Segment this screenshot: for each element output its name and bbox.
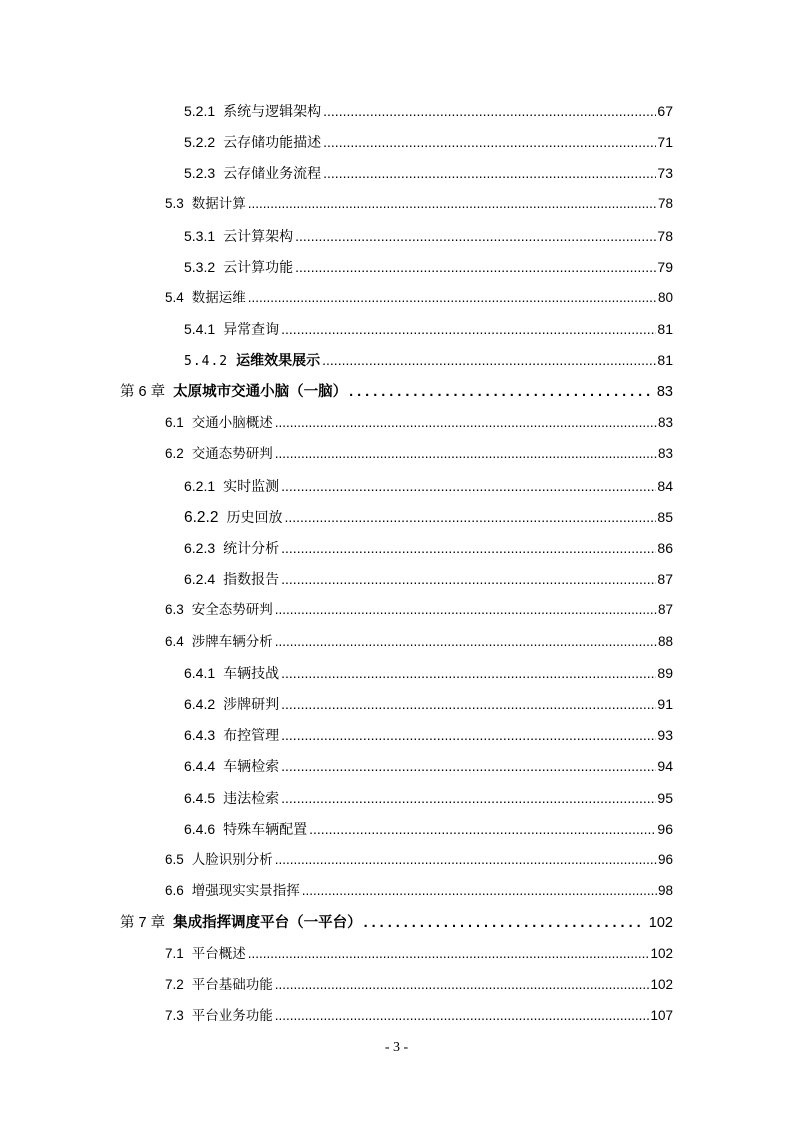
toc-entry[interactable] [165, 849, 673, 871]
toc-entry-title: 车辆检索 [223, 758, 280, 774]
toc-entry-number: 6.2.4 [184, 571, 216, 587]
toc-entry-number: 7.3 [165, 1008, 184, 1023]
dot-leader [349, 381, 650, 403]
toc-entry[interactable] [184, 568, 673, 590]
toc-entry-page: 87 [657, 602, 673, 617]
toc-entry[interactable] [165, 412, 673, 434]
toc-entry-number: 6.3 [165, 602, 184, 617]
toc-entry-title: 云存储业务流程 [223, 165, 322, 181]
dot-leader [275, 443, 657, 465]
toc-entry-title: 布控管理 [223, 727, 280, 743]
toc-entry-title: 特殊车辆配置 [223, 821, 308, 837]
toc-entry-number: 5.3.1 [184, 228, 216, 244]
toc-entry[interactable] [184, 225, 673, 247]
dot-leader [248, 193, 657, 215]
toc-entry-title: 违法检索 [223, 790, 280, 806]
toc-entry-number: 5.2.1 [184, 103, 216, 119]
toc-entry-number: 7.1 [165, 946, 184, 961]
toc-entry-title: 系统与逻辑架构 [223, 103, 322, 119]
toc-entry-title: 交通态势研判 [191, 446, 273, 461]
toc-entry-page: 96 [657, 821, 673, 837]
dot-leader [281, 724, 656, 746]
toc-entry-page: 102 [650, 977, 673, 992]
toc-entry-title: 集成指挥调度平台（一平台） [173, 915, 362, 931]
toc-entry[interactable] [165, 599, 673, 621]
toc-entry-title: 涉牌车辆分析 [191, 634, 273, 649]
dot-leader [281, 662, 656, 684]
toc-entry-title: 人脸识别分析 [191, 852, 273, 867]
toc-entry-page: 95 [657, 790, 673, 806]
toc-entry-page: 102 [648, 915, 673, 931]
toc-entry-title: 云存储功能描述 [223, 134, 322, 150]
toc-entry-number: 6.2.3 [184, 540, 216, 556]
toc-entry-page: 86 [657, 540, 673, 556]
toc-entry-number: 6.4.6 [184, 821, 216, 837]
toc-entry-page: 84 [657, 478, 673, 494]
toc-entry-title: 交通小脑概述 [191, 415, 273, 430]
toc-entry-number: 6.2.1 [184, 478, 216, 494]
toc-entry[interactable] [165, 880, 673, 902]
dot-leader [275, 1005, 650, 1027]
toc-entry-title: 车辆技战 [223, 665, 280, 681]
dot-leader [323, 131, 656, 153]
toc-entry-number: 6.2.2 [184, 509, 219, 526]
toc-entry[interactable] [165, 193, 673, 215]
toc-entry-page: 94 [657, 758, 673, 774]
toc-entry[interactable] [184, 662, 673, 684]
dot-leader [323, 162, 656, 184]
dot-leader [309, 818, 656, 840]
toc-entry-number: 5.4.1 [184, 321, 216, 337]
toc-entry-number: 第 7 章 [120, 915, 166, 931]
toc-entry-number: 7.2 [165, 977, 184, 992]
toc-entry[interactable] [184, 755, 673, 777]
dot-leader [295, 225, 656, 247]
toc-entry-number: 5.4 [165, 290, 184, 305]
toc-entry[interactable] [184, 162, 673, 184]
dot-leader [295, 256, 656, 278]
toc-entry-title: 平台概述 [191, 946, 246, 961]
dot-leader [275, 974, 650, 996]
toc-entry-page: 107 [650, 1008, 673, 1023]
toc-entry-number: 6.5 [165, 852, 184, 867]
toc-entry[interactable] [184, 787, 673, 809]
toc-chapter-entry[interactable] [120, 912, 673, 934]
toc-entry-page: 83 [657, 446, 673, 461]
toc-entry[interactable] [184, 256, 673, 278]
toc-entry[interactable] [184, 506, 673, 528]
toc-entry-page: 83 [657, 415, 673, 430]
toc-entry-title: 太原城市交通小脑（一脑） [173, 384, 348, 400]
toc-entry[interactable] [165, 974, 673, 996]
toc-entry-page: 81 [657, 352, 673, 368]
toc-entry-page: 102 [650, 946, 673, 961]
toc-entry-page: 67 [657, 103, 673, 119]
toc-entry-title: 涉牌研判 [223, 696, 280, 712]
toc-entry-title: 数据计算 [191, 196, 246, 211]
toc-entry-title: 云计算架构 [223, 228, 294, 244]
toc-entry-number: 6.4.1 [184, 665, 216, 681]
toc-entry-page: 89 [657, 665, 673, 681]
toc-entry-title: 运维效果展示 [236, 352, 321, 368]
toc-chapter-entry[interactable] [120, 381, 673, 403]
dot-leader [284, 506, 656, 528]
dot-leader [281, 568, 656, 590]
toc-entry-number: 5.2.2 [184, 134, 216, 150]
toc-entry-page: 87 [657, 571, 673, 587]
toc-entry-title: 云计算功能 [223, 259, 294, 275]
toc-entry-title: 平台基础功能 [191, 977, 273, 992]
dot-leader [281, 755, 656, 777]
dot-leader [281, 537, 656, 559]
toc-entry[interactable] [165, 1005, 673, 1027]
toc-entry-page: 78 [657, 196, 673, 211]
toc-entry-number: 5.3 [165, 196, 184, 211]
toc-entry[interactable] [165, 443, 673, 465]
toc-entry-number: 5.4.2 [184, 354, 229, 369]
toc-entry-title: 增强现实实景指挥 [191, 883, 300, 898]
dot-leader [275, 599, 657, 621]
toc-entry-title: 指数报告 [223, 571, 280, 587]
toc-entry-page: 80 [657, 290, 673, 305]
toc-entry-number: 6.4.2 [184, 696, 216, 712]
toc-entry-number: 6.6 [165, 883, 184, 898]
toc-entry-title: 历史回放 [226, 509, 283, 525]
toc-entry-page: 98 [657, 883, 673, 898]
toc-entry-number: 6.4.5 [184, 790, 216, 806]
toc-entry-page: 81 [657, 321, 673, 337]
toc-entry-title: 异常查询 [223, 321, 280, 337]
toc-entry-page: 91 [657, 696, 673, 712]
toc-entry[interactable] [165, 943, 673, 965]
toc-entry-page: 78 [657, 228, 673, 244]
toc-entry[interactable] [184, 724, 673, 746]
toc-entry[interactable] [184, 818, 673, 840]
toc-entry-page: 73 [657, 165, 673, 181]
toc-entry-page: 88 [657, 634, 673, 649]
toc-entry[interactable] [165, 287, 673, 309]
dot-leader [323, 100, 656, 122]
toc-entry-title: 数据运维 [191, 290, 246, 305]
toc-entry[interactable] [184, 475, 673, 497]
dot-leader [248, 943, 650, 965]
dot-leader [302, 880, 657, 902]
dot-leader [281, 475, 656, 497]
dot-leader [281, 318, 656, 340]
toc-entry-page: 79 [657, 259, 673, 275]
toc-entry-title: 实时监测 [223, 478, 280, 494]
toc-entry-title: 平台业务功能 [191, 1008, 273, 1023]
dot-leader [322, 349, 656, 371]
dot-leader [275, 849, 657, 871]
page-number-footer: - 3 - [384, 1040, 409, 1055]
toc-entry-number: 6.4.4 [184, 758, 216, 774]
toc-entry[interactable] [184, 318, 673, 340]
dot-leader [281, 693, 656, 715]
toc-entry[interactable] [184, 693, 673, 715]
toc-entry-number: 6.1 [165, 415, 184, 430]
toc-entry-page: 71 [657, 134, 673, 150]
dot-leader [281, 787, 656, 809]
dot-leader [364, 912, 642, 934]
toc-entry-page: 83 [656, 384, 673, 400]
toc-entry-page: 85 [657, 509, 673, 525]
dot-leader [248, 287, 657, 309]
toc-entry[interactable] [184, 537, 673, 559]
dot-leader [275, 631, 657, 653]
toc-entry-number: 第 6 章 [120, 384, 166, 400]
dot-leader [275, 412, 657, 434]
toc-entry-number: 6.4 [165, 634, 184, 649]
toc-entry-number: 5.3.2 [184, 259, 216, 275]
toc-entry-page: 96 [657, 852, 673, 867]
toc-entry[interactable] [184, 100, 673, 122]
toc-entry-number: 5.2.3 [184, 165, 216, 181]
toc-entry-title: 统计分析 [223, 540, 280, 556]
toc-entry-page: 93 [657, 727, 673, 743]
toc-entry-number: 6.2 [165, 446, 184, 461]
toc-entry-title: 安全态势研判 [191, 602, 273, 617]
toc-entry-number: 6.4.3 [184, 727, 216, 743]
toc-entry[interactable] [184, 131, 673, 153]
toc-entry[interactable] [165, 631, 673, 653]
toc-entry[interactable] [184, 349, 673, 371]
